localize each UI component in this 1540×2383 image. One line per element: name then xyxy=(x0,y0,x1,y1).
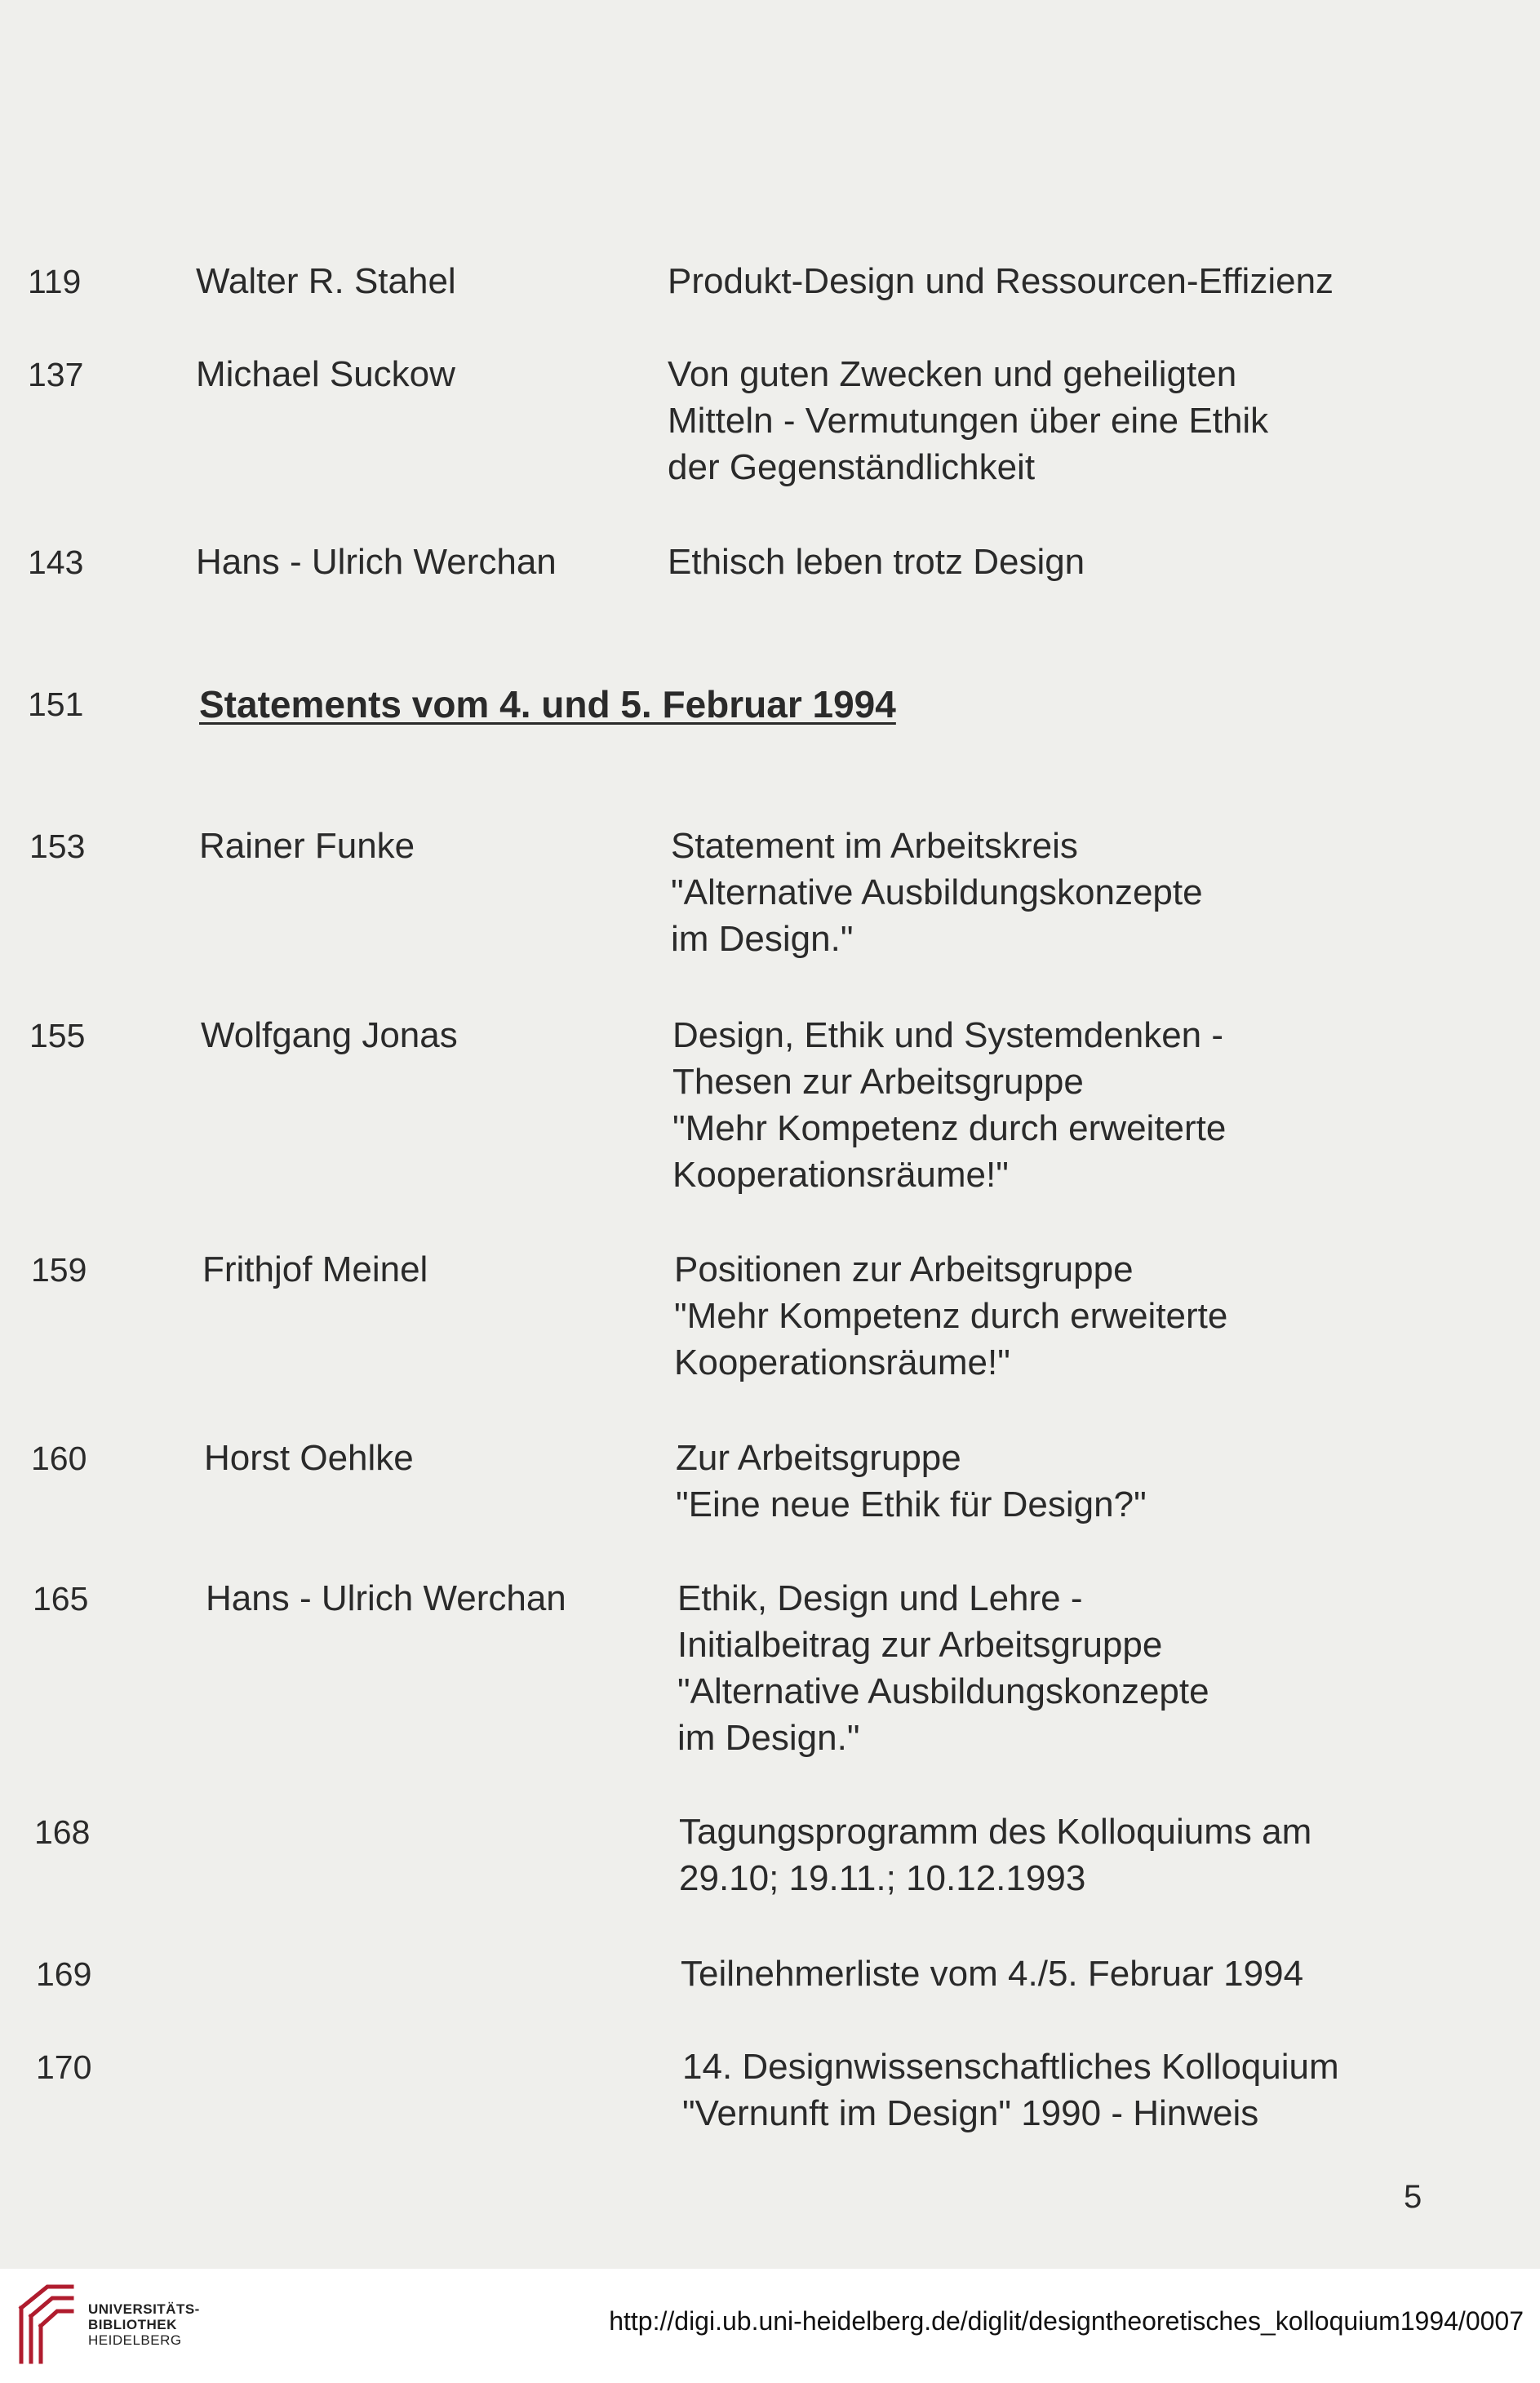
toc-title-line: Produkt-Design und Ressourcen-Effizienz xyxy=(668,261,1334,301)
toc-page-number: 170 xyxy=(36,2048,92,2086)
toc-author: Rainer Funke xyxy=(199,826,415,866)
toc-title-line: "Mehr Kompetenz durch erweiterte xyxy=(674,1296,1228,1336)
toc-title xyxy=(668,258,1334,304)
toc-title xyxy=(672,1012,1226,1198)
toc-title xyxy=(681,1950,1303,1997)
toc-title xyxy=(682,2044,1339,2137)
library-name xyxy=(88,2301,200,2348)
toc-title-line: Initialbeitrag zur Arbeitsgruppe xyxy=(677,1625,1163,1665)
toc-title-line: "Alternative Ausbildungskonzepte xyxy=(677,1671,1209,1711)
toc-page-number: 119 xyxy=(28,263,82,300)
toc-page-number: 143 xyxy=(28,544,84,581)
toc-title-line: im Design." xyxy=(671,919,854,959)
toc-title-line: Thesen zur Arbeitsgruppe xyxy=(672,1062,1084,1102)
toc-author: Michael Suckow xyxy=(196,354,455,394)
toc-title-line: "Alternative Ausbildungskonzepte xyxy=(671,872,1203,912)
toc-title-line: 29.10; 19.11.; 10.12.1993 xyxy=(679,1858,1086,1898)
toc-author: Frithjof Meinel xyxy=(202,1249,428,1289)
toc-title-line: im Design." xyxy=(677,1718,860,1758)
toc-page-number: 169 xyxy=(36,1955,92,1993)
toc-title-line: 14. Designwissenschaftliches Kolloquium xyxy=(682,2047,1339,2087)
toc-title xyxy=(668,539,1085,585)
toc-title-line: "Vernunft im Design" 1990 - Hinweis xyxy=(682,2093,1259,2133)
toc-page-number: 168 xyxy=(34,1813,91,1851)
toc-page-number: 151 xyxy=(28,686,84,723)
toc-page-number: 165 xyxy=(33,1580,89,1618)
toc-title-line: Kooperationsräume!" xyxy=(672,1155,1009,1195)
toc-page-number: 159 xyxy=(31,1251,87,1289)
toc-page-number: 137 xyxy=(28,356,84,393)
toc-title-line: Design, Ethik und Systemdenken - xyxy=(672,1015,1224,1055)
toc-title-line: Ethisch leben trotz Design xyxy=(668,542,1085,582)
section-heading: Statements vom 4. und 5. Februar 1994 xyxy=(199,683,896,726)
toc-author: Wolfgang Jonas xyxy=(201,1015,458,1055)
toc-author: Hans - Ulrich Werchan xyxy=(196,542,557,582)
library-logo-icon xyxy=(15,2283,77,2365)
toc-title-line: Von guten Zwecken und geheiligten xyxy=(668,354,1237,394)
toc-title xyxy=(677,1575,1209,1761)
toc-title xyxy=(671,823,1203,962)
toc-title-line: Mitteln - Vermutungen über eine Ethik xyxy=(668,401,1269,441)
toc-title xyxy=(676,1435,1147,1528)
toc-title-line: Positionen zur Arbeitsgruppe xyxy=(674,1249,1134,1289)
toc-page-number: 160 xyxy=(31,1440,87,1477)
toc-title xyxy=(674,1246,1227,1386)
toc-title xyxy=(668,351,1268,490)
library-name-line: HEIDELBERG xyxy=(88,2332,182,2348)
digitization-footer xyxy=(0,2269,1540,2383)
toc-author: Horst Oehlke xyxy=(204,1438,414,1478)
toc-page-number: 153 xyxy=(29,828,86,865)
library-name-line: UNIVERSITÄTS- xyxy=(88,2301,200,2317)
library-name-line: BIBLIOTHEK xyxy=(88,2317,177,2332)
source-url-link[interactable]: http://digi.ub.uni-heidelberg.de/diglit/designtheoretisches_kolloquium1994/0007 xyxy=(609,2306,1524,2336)
toc-title-line: der Gegenständlichkeit xyxy=(668,447,1036,487)
toc-page-number: 155 xyxy=(29,1017,86,1054)
toc-title-line: "Mehr Kompetenz durch erweiterte xyxy=(672,1108,1227,1148)
toc-title-line: Kooperationsräume!" xyxy=(674,1342,1010,1382)
toc-title-line: Zur Arbeitsgruppe xyxy=(676,1438,961,1478)
toc-author: Walter R. Stahel xyxy=(196,261,456,301)
toc-title-line: Tagungsprogramm des Kolloquiums am xyxy=(679,1812,1312,1852)
toc-author: Hans - Ulrich Werchan xyxy=(206,1578,566,1618)
page-number: 5 xyxy=(1404,2179,1422,2215)
toc-title-line: Statement im Arbeitskreis xyxy=(671,826,1078,866)
toc-title-line: Teilnehmerliste vom 4./5. Februar 1994 xyxy=(681,1954,1304,1994)
toc-title-line: Ethik, Design und Lehre - xyxy=(677,1578,1083,1618)
toc-title xyxy=(679,1808,1311,1902)
toc-title-line: "Eine neue Ethik für Design?" xyxy=(676,1484,1147,1524)
